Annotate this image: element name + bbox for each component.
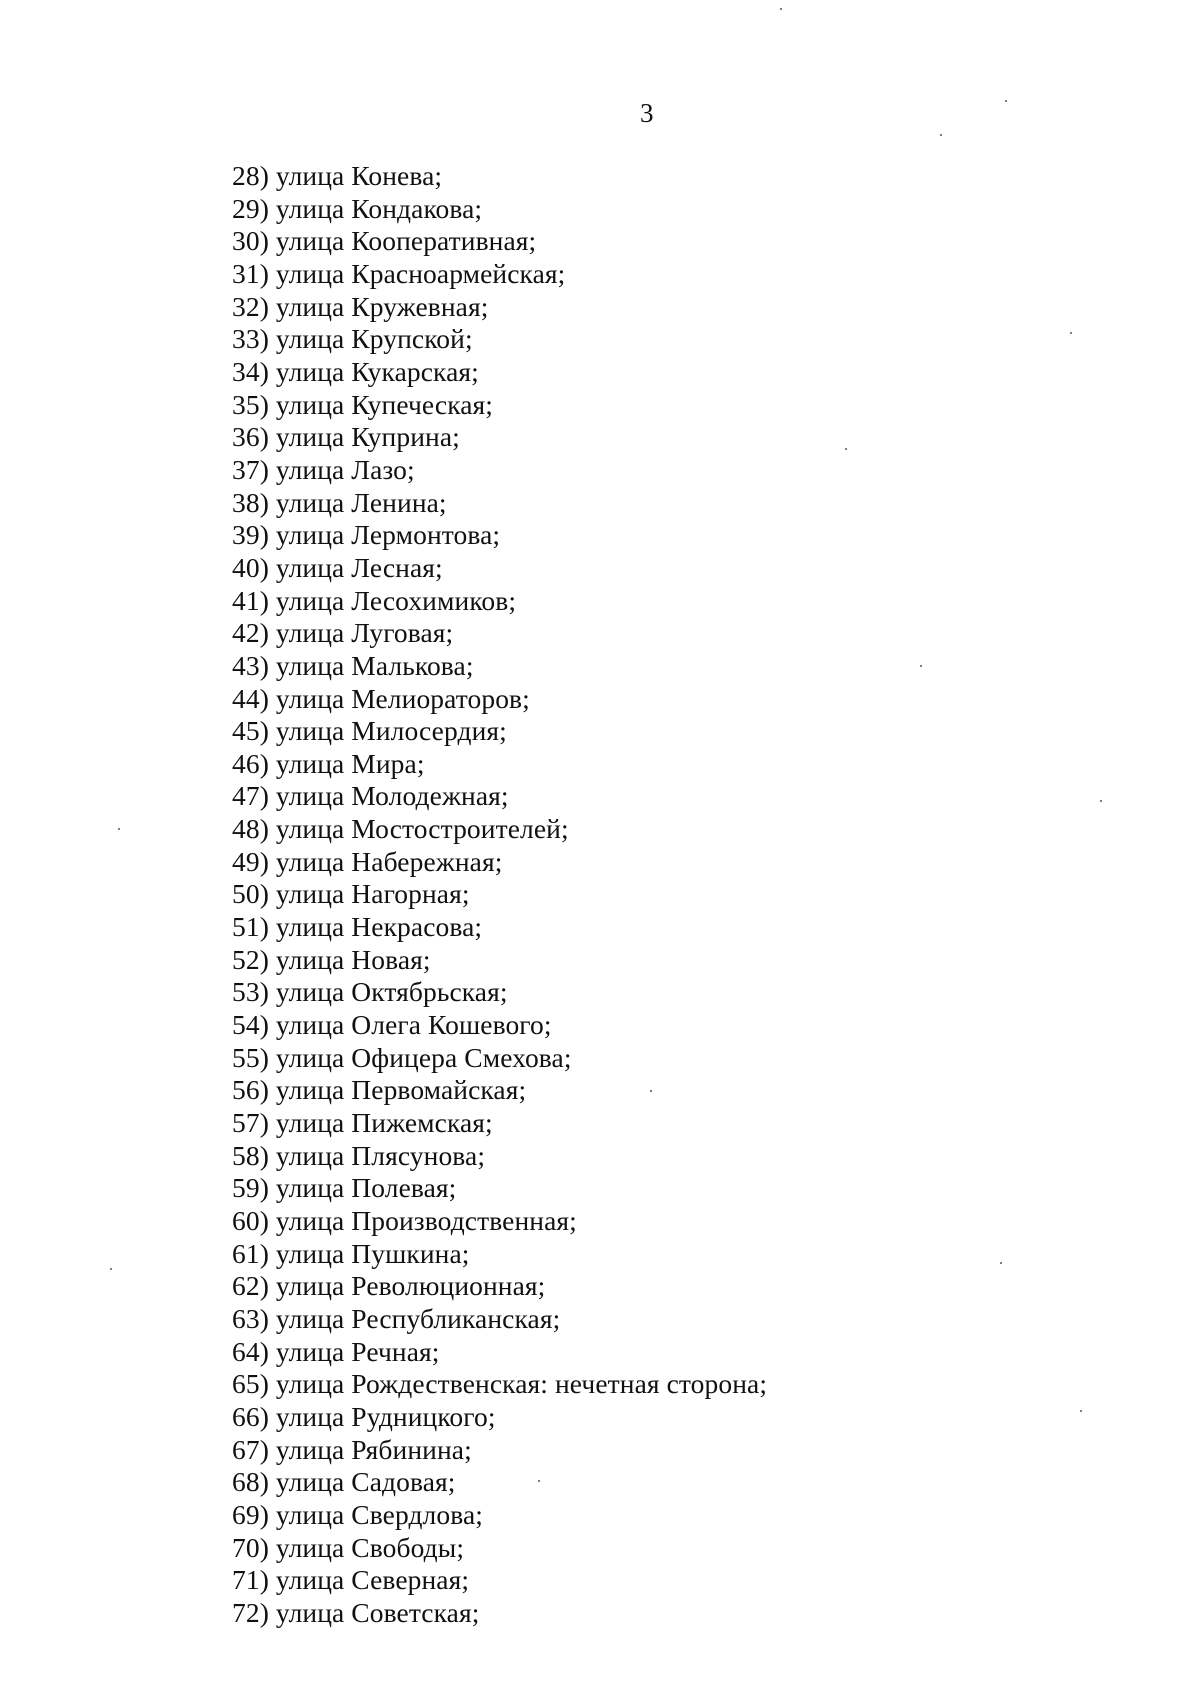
street-list-item: 64) улица Речная; bbox=[232, 1335, 440, 1367]
street-list-item: 48) улица Мостостроителей; bbox=[232, 813, 569, 845]
street-list-item: 38) улица Ленина; bbox=[232, 486, 447, 518]
street-list-item: 51) улица Некрасова; bbox=[232, 911, 483, 943]
street-list-item: 70) улица Свободы; bbox=[232, 1531, 465, 1563]
street-list-item: 45) улица Милосердия; bbox=[232, 715, 507, 747]
scan-speck bbox=[1080, 1410, 1082, 1412]
scan-speck bbox=[920, 665, 922, 667]
street-list-item: 47) улица Молодежная; bbox=[232, 780, 509, 812]
scan-speck bbox=[940, 134, 942, 136]
street-list-item: 56) улица Первомайская; bbox=[232, 1074, 527, 1106]
scan-speck bbox=[1000, 1262, 1002, 1264]
street-list-item: 58) улица Плясунова; bbox=[232, 1139, 486, 1171]
street-list-item: 46) улица Мира; bbox=[232, 747, 425, 779]
street-list-item: 72) улица Советская; bbox=[232, 1596, 480, 1628]
street-list bbox=[232, 160, 767, 1630]
street-list-item: 69) улица Свердлова; bbox=[232, 1498, 484, 1530]
street-list-item: 44) улица Мелиораторов; bbox=[232, 682, 530, 714]
street-list-item: 59) улица Полевая; bbox=[232, 1172, 457, 1204]
scan-speck bbox=[650, 1090, 652, 1092]
street-list-item: 49) улица Набережная; bbox=[232, 845, 503, 877]
street-list-item: 71) улица Северная; bbox=[232, 1564, 470, 1596]
street-list-item: 33) улица Крупской; bbox=[232, 323, 473, 355]
scan-speck bbox=[1005, 100, 1007, 102]
street-list-item: 37) улица Лазо; bbox=[232, 453, 415, 485]
street-list-item: 34) улица Кукарская; bbox=[232, 355, 479, 387]
street-list-item: 30) улица Кооперативная; bbox=[232, 225, 537, 257]
scan-speck bbox=[538, 1480, 540, 1482]
street-list-item: 35) улица Купеческая; bbox=[232, 388, 494, 420]
street-list-item: 42) улица Луговая; bbox=[232, 617, 454, 649]
street-list-item: 32) улица Кружевная; bbox=[232, 290, 489, 322]
street-list-item: 54) улица Олега Кошевого; bbox=[232, 1009, 552, 1041]
scan-speck bbox=[110, 1268, 112, 1270]
street-list-item: 52) улица Новая; bbox=[232, 943, 431, 975]
street-list-item: 62) улица Революционная; bbox=[232, 1270, 546, 1302]
scan-speck bbox=[1070, 332, 1072, 334]
scan-speck bbox=[780, 8, 782, 10]
street-list-item: 65) улица Рождественская: нечетная сторона; bbox=[232, 1368, 768, 1400]
street-list-item: 43) улица Малькова; bbox=[232, 649, 474, 681]
street-list-item: 53) улица Октябрьская; bbox=[232, 976, 508, 1008]
street-list-item: 28) улица Конева; bbox=[232, 160, 443, 191]
street-list-item: 40) улица Лесная; bbox=[232, 551, 443, 583]
street-list-item: 68) улица Садовая; bbox=[232, 1466, 456, 1498]
scan-speck bbox=[118, 828, 120, 830]
scan-speck bbox=[1100, 800, 1102, 802]
street-list-item: 63) улица Республиканская; bbox=[232, 1302, 561, 1334]
street-list-item: 60) улица Производственная; bbox=[232, 1205, 577, 1236]
street-list-item: 29) улица Кондакова; bbox=[232, 192, 483, 224]
scan-speck bbox=[845, 448, 847, 450]
street-list-item: 31) улица Красноармейская; bbox=[232, 257, 566, 289]
street-list-item: 39) улица Лермонтова; bbox=[232, 519, 501, 551]
street-list-item: 50) улица Нагорная; bbox=[232, 878, 470, 910]
street-list-item: 67) улица Рябинина; bbox=[232, 1433, 472, 1465]
street-list-item: 55) улица Офицера Смехова; bbox=[232, 1041, 572, 1073]
street-list-item: 41) улица Лесохимиков; bbox=[232, 584, 517, 616]
street-list-item: 66) улица Рудницкого; bbox=[232, 1400, 496, 1432]
street-list-item: 61) улица Пушкина; bbox=[232, 1237, 470, 1269]
street-list-item: 57) улица Пижемская; bbox=[232, 1107, 493, 1139]
street-list-item: 36) улица Куприна; bbox=[232, 421, 460, 453]
page-number: 3 bbox=[640, 98, 654, 128]
